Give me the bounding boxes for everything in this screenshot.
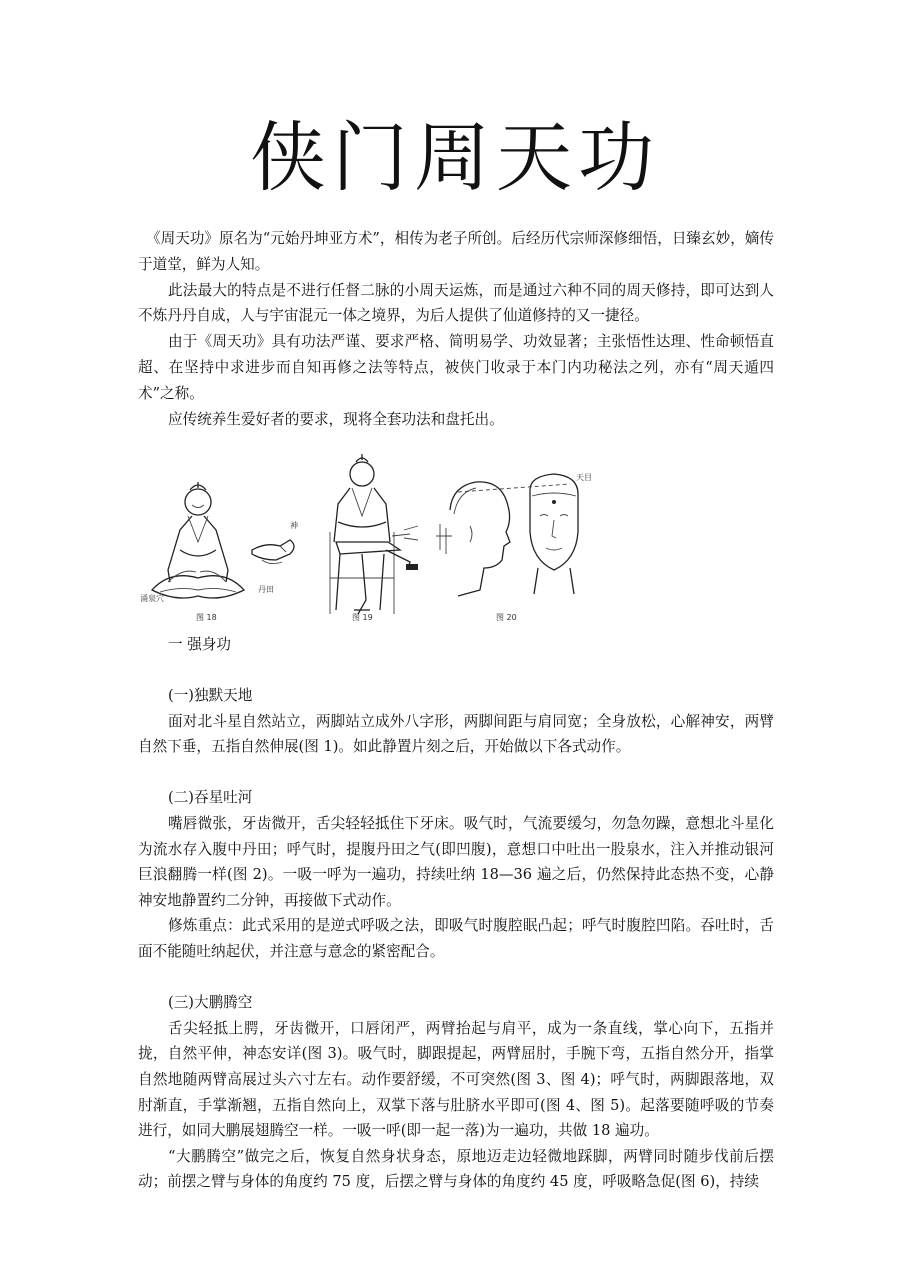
figure-18-caption: 图 18 bbox=[196, 613, 217, 622]
document-title: 侠门周天功 bbox=[250, 113, 660, 202]
subsection-heading-3: (三)大鹏腾空 bbox=[168, 994, 253, 1012]
figure-19-caption: 图 19 bbox=[352, 613, 373, 622]
figure-18-label-right: 神 bbox=[290, 521, 298, 530]
section-1-content bbox=[138, 683, 774, 1195]
figure-20-heads bbox=[436, 473, 592, 622]
section-heading-1: 一 强身功 bbox=[168, 636, 232, 653]
figure-18-label-bottom: 丹田 bbox=[258, 585, 274, 594]
intro-paragraph-1: 《周天功》原名为“元始丹坤亚方术”，相传为老子所创。后经历代宗师深修细悟，日臻玄妙，嫡传于道堂，鲜为人知。 bbox=[138, 230, 774, 273]
subsection-2-paragraph-2: 修炼重点：此式采用的是逆式呼吸之法，即吸气时腹腔眠凸起；呼气时腹腔凹陷。吞吐时，舌面不能随吐纳起伏，并注意与意念的紧密配合。 bbox=[138, 917, 774, 960]
subsection-2-paragraph-1: 嘴唇微张，牙齿微开，舌尖轻轻抵住下牙床。吸气时，气流要缓匀，勿急勿躁，意想北斗星化为流水存入腹中丹田；呼气时，提腹丹田之气(即凹腹)，意想口中吐出一股泉水，注入并推动银河巨浪翻腾一样(图 2)。一吸一呼为一遍功，持续吐纳 18—36 遍之后，仍然保持此态热不变，心静神安地静置约二分钟，再接做下式动作。 bbox=[138, 814, 774, 909]
figure-20-label: 天目 bbox=[576, 473, 592, 482]
subsection-1-paragraph-1: 面对北斗星自然站立，两脚站立成外八字形，两脚间距与肩同宽；全身放松，心解神安，两臂自然下垂，五指自然伸展(图 1)。如此静置片刻之后，开始做以下各式动作。 bbox=[138, 712, 774, 756]
figure-19-chair-person bbox=[330, 454, 418, 622]
intro-text bbox=[138, 226, 774, 432]
subsection-3-paragraph-2: “大鹏腾空”做完之后，恢复自然身状身态，原地迈走边轻微地踩脚，两臂同时随步伐前后摆动；前摆之臂与身体的角度约 75 度，后摆之臂与身体的角度约 45 度，呼吸略急促(图 6)，持续 bbox=[138, 1147, 774, 1191]
intro-paragraph-4: 应传统养生爱好者的要求，现将全套功法和盘托出。 bbox=[168, 410, 504, 428]
figure-18-seated-person bbox=[140, 482, 298, 622]
illustration-figures bbox=[140, 450, 590, 625]
subsection-heading-2: (二)吞星吐河 bbox=[168, 789, 253, 807]
subsection-3-paragraph-1: 舌尖轻抵上腭，牙齿微开，口唇闭严，两臂抬起与肩平，成为一条直线，掌心向下，五指并拢，自然平伸，神态安详(图 3)。吸气时，脚跟提起，两臂屈肘，手腕下弯，五指自然分开，指掌自然地随两臂高展过头六寸左右。动作要舒缓，不可突然(图 3、图 4)；呼气时，两脚跟落地，双肘渐直，手掌渐翘，五指自然向上，双掌下落与肚脐水平即可(图 4、图 5)。起落要随呼吸的节奏进行，如同大鹏展翅腾空一样。一吸一呼(即一起一落)为一遍功，共做 18 遍功。 bbox=[138, 1019, 774, 1140]
intro-paragraph-2: 此法最大的特点是不进行任督二脉的小周天运炼，而是通过六种不同的周天修持，即可达到人不炼丹丹自成，人与宇宙混元一体之境界，为后人提供了仙道修持的又一捷径。 bbox=[138, 281, 774, 325]
figure-20-caption: 图 20 bbox=[496, 613, 517, 622]
subsection-heading-1: (一)独默天地 bbox=[168, 687, 253, 704]
figure-18-label-left: 涌泉穴 bbox=[140, 594, 164, 603]
intro-paragraph-3: 由于《周天功》具有功法严谨、要求严格、简明易学、功效显著；主张悟性达理、性命顿悟直超、在坚持中求进步而自知再修之法等特点，被侠门收录于本门内功秘法之列，亦有“周天遁四术”之称。 bbox=[138, 333, 774, 402]
